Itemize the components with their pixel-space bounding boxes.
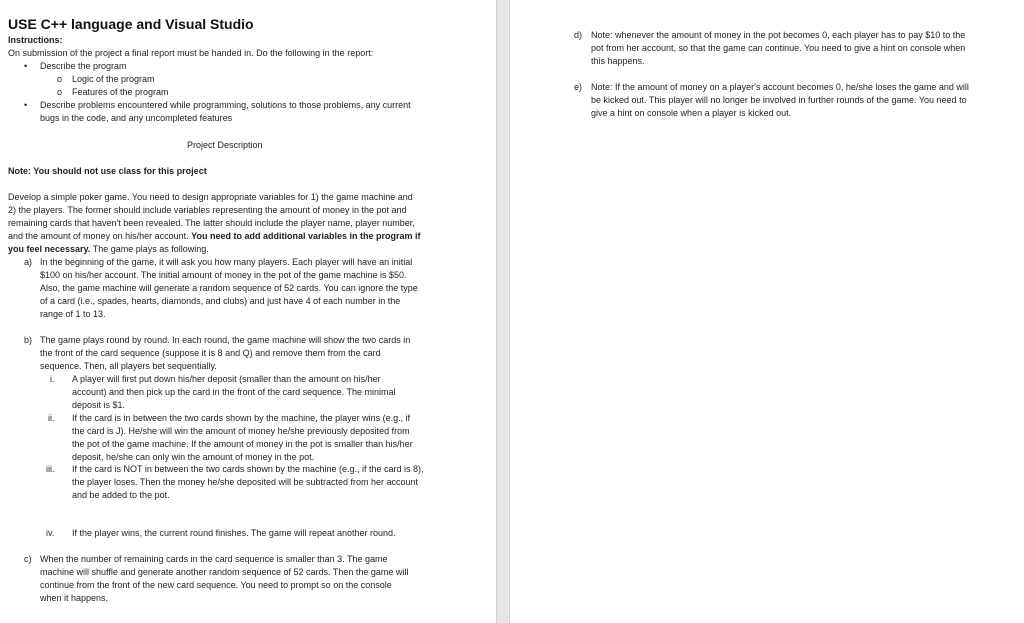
item-b-iii-marker: iii. <box>46 464 55 474</box>
item-b-i-line: A player will first put down his/her deposit (smaller than the amount on his/her <box>72 374 381 384</box>
item-b-i-text <box>72 373 396 412</box>
intro-paragraph <box>8 191 421 256</box>
item-c-text <box>40 553 408 605</box>
item-b-iii-line: the player loses. Then the money he/she deposited will be subtracted from her account <box>72 476 419 487</box>
item-e-text <box>591 81 969 120</box>
item-c-line: continue from the front of the new card sequence. You need to prompt so on the console <box>40 579 392 590</box>
item-a-line: In the beginning of the game, it will ask you how many players. Each player will have an initial <box>40 257 413 267</box>
bullet-icon: • <box>24 61 28 71</box>
item-b-i-marker: i. <box>50 374 55 384</box>
item-b-line: sequence. Then, all players bet sequentially. <box>40 360 217 371</box>
intro-line: 2) the players. The former should include variables representing the amount of money in the pot and <box>8 204 407 215</box>
item-b-iii-line: If the card is NOT in between the two cards shown by the machine (e.g., if the card is 8), <box>72 464 424 474</box>
item-b-iv-text <box>72 527 396 540</box>
item-b-ii-marker: ii. <box>48 413 55 423</box>
instructions-line: On submission of the project a final report must be handed in. Do the following in the report: <box>8 48 374 58</box>
intro-line: remaining cards that haven't been revealed. The latter should include the player name, player number, <box>8 217 415 228</box>
item-b-ii-line: deposit, he/she can only win the amount of money in the pot. <box>72 451 315 462</box>
item-b-line: The game plays round by round. In each round, the game machine will show the two cards in <box>40 335 411 345</box>
item-b-i-line: deposit is $1. <box>72 399 126 410</box>
intro-line: Develop a simple poker game. You need to design appropriate variables for 1) the game machine and <box>8 192 413 202</box>
intro-emphasis: you feel necessary. <box>8 243 91 254</box>
item-c-line: machine will shuffle and generate another random sequence of 52 cards. Then the game will <box>40 566 409 577</box>
instructions-heading: Instructions: <box>8 35 63 45</box>
item-b-line: the front of the card sequence (suppose it is 8 and Q) and remove them from the card <box>40 347 381 358</box>
item-d-line: Note: whenever the amount of money in the pot becomes 0, each player has to pay $10 to the <box>591 30 966 40</box>
item-b-ii-line: the card is J). He/she will win the amount of money he/she previously deposited from <box>72 425 410 436</box>
item-c-marker: c) <box>24 554 32 564</box>
intro-line <box>8 230 421 243</box>
item-b-iii-line: and be added to the pot. <box>72 489 170 500</box>
sub-bullet-icon: o <box>57 74 63 84</box>
document-title: USE C++ language and Visual Studio <box>8 16 254 32</box>
item-b-iv-marker: iv. <box>46 528 55 538</box>
document-page-right <box>510 0 1024 623</box>
intro-line <box>8 243 421 256</box>
bullet-describe-program: Describe the program <box>40 61 127 71</box>
item-d-text <box>591 29 965 68</box>
item-e-marker: e) <box>574 82 583 92</box>
sub-bullet-icon: o <box>57 87 63 97</box>
item-b-ii-text <box>72 412 413 464</box>
item-c-line: When the number of remaining cards in the card sequence is smaller than 3. The game <box>40 554 388 564</box>
item-a-text <box>40 256 418 321</box>
item-a-marker: a) <box>24 257 33 267</box>
item-c-line: when it happens. <box>40 592 109 603</box>
intro-text: and the amount of money on his/her account. <box>8 230 192 241</box>
item-b-marker: b) <box>24 335 33 345</box>
item-b-ii-line: the pot of the game machine. If the amount of money in the pot is smaller than his/her <box>72 438 413 449</box>
item-a-line: of a card (i.e., spades, hearts, diamonds, and clubs) and just have 4 of each number in the <box>40 295 401 306</box>
item-e-line: give a hint on console when a player is kicked out. <box>591 107 792 118</box>
item-b-iv-line: If the player wins, the current round finishes. The game will repeat another round. <box>72 528 396 538</box>
note-no-class: Note: You should not use class for this project <box>8 166 207 176</box>
intro-emphasis: You need to add additional variables in the program if <box>191 230 421 241</box>
item-d-line: this happens. <box>591 55 645 66</box>
page-gutter <box>496 0 510 623</box>
item-e-line: Note: If the amount of money on a player's account becomes 0, he/she loses the game and will <box>591 82 969 92</box>
item-d-line: pot from her account, so that the game can continue. You need to give a hint on console when <box>591 42 966 53</box>
item-a-line: Also, the game machine will generate a random sequence of 52 cards. You can ignore the type <box>40 282 418 293</box>
item-e-line: be kicked out. This player will no longer be involved in further rounds of the game. You need to <box>591 94 967 105</box>
item-d-marker: d) <box>574 30 583 40</box>
item-b-iii-text <box>72 463 424 502</box>
sub-bullet-logic: Logic of the program <box>72 74 155 84</box>
intro-text: The game plays as following. <box>90 243 209 254</box>
sub-bullet-features: Features of the program <box>72 87 169 97</box>
item-b-text <box>40 334 410 373</box>
item-a-line: range of 1 to 13. <box>40 308 106 319</box>
item-a-line: $100 on his/her account. The initial amount of money in the pot of the game machine is $50. <box>40 269 407 280</box>
bullet-icon: • <box>24 100 28 110</box>
item-b-i-line: account) and then pick up the card in the front of the card sequence. The minimal <box>72 386 396 397</box>
project-description-heading: Project Description <box>187 140 263 150</box>
item-b-ii-line: If the card is in between the two cards shown by the machine, the player wins (e.g., if <box>72 413 411 423</box>
bullet-problems-line1: Describe problems encountered while programming, solutions to those problems, any current <box>40 100 411 110</box>
document-page-left <box>0 0 496 623</box>
bullet-problems-line2: bugs in the code, and any uncompleted features <box>40 113 233 123</box>
